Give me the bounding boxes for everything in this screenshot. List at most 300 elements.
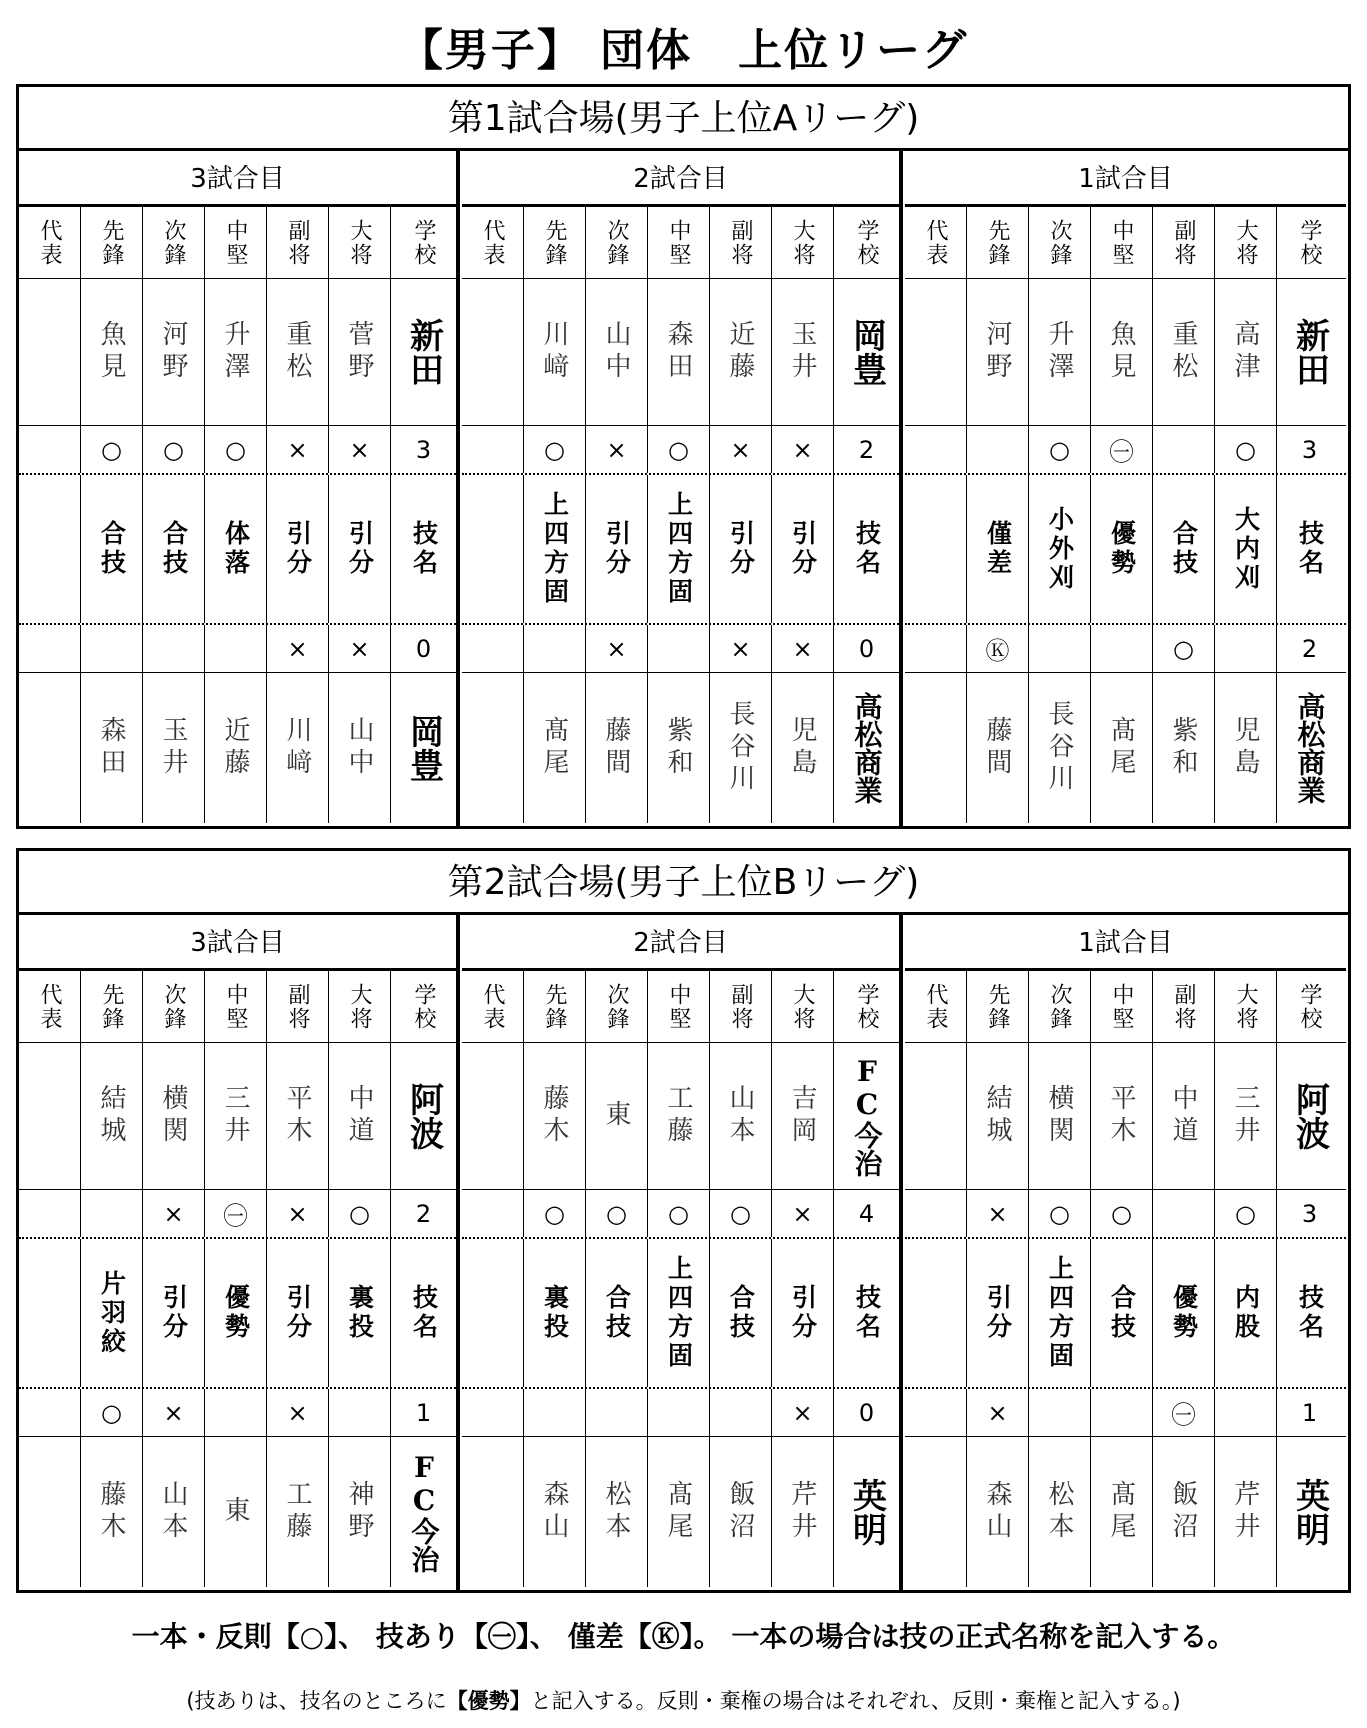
- technique-label: 技名: [409, 1284, 439, 1342]
- positions-header-row: [19, 971, 456, 1043]
- player-name-cell: [81, 279, 143, 425]
- position-header-cell: [1215, 207, 1277, 278]
- player-name: 吉岡: [787, 1084, 817, 1148]
- technique-cell: [267, 475, 329, 623]
- result-mark-cell: [1215, 426, 1277, 473]
- result-mark-cell: [710, 1190, 772, 1237]
- technique: 上四方固: [540, 491, 570, 607]
- player-name: 藤間: [982, 716, 1012, 780]
- player-name: 魚見: [1106, 320, 1136, 384]
- result-mark-cell: [710, 1389, 772, 1436]
- position-label: 代表: [480, 982, 505, 1031]
- player-name-cell: [1091, 1043, 1153, 1189]
- result-mark-cell: [586, 426, 648, 473]
- position-header-cell: [1029, 207, 1091, 278]
- school-name-cell: [1277, 279, 1342, 425]
- player-name-cell: [1153, 1437, 1215, 1587]
- player-name-cell: [143, 1043, 205, 1189]
- note-part-1: (技ありは、技名のところに: [186, 1689, 447, 1713]
- result-mark: ○: [1173, 634, 1194, 663]
- school-name: 高松商業: [850, 692, 884, 804]
- team-score: 0: [858, 1398, 875, 1427]
- player-name: 近藤: [725, 320, 755, 384]
- school-name-cell: [391, 673, 456, 823]
- result-mark: ×: [987, 1398, 1008, 1427]
- position-header-cell: [710, 207, 772, 278]
- technique-label-cell: [1277, 475, 1342, 623]
- position-header-cell: [967, 207, 1029, 278]
- technique-label: 技名: [852, 1284, 882, 1342]
- technique-cell: [772, 475, 834, 623]
- player-name: 重松: [1168, 320, 1198, 384]
- technique-label-cell: [1277, 1239, 1342, 1387]
- position-label: 副将: [728, 218, 753, 267]
- player-name-cell: [329, 279, 391, 425]
- team-score: 2: [415, 1199, 432, 1228]
- result-mark-cell: [19, 1389, 81, 1436]
- technique: 裏投: [345, 1284, 375, 1342]
- technique: 体落: [221, 520, 251, 578]
- position-label: 中堅: [1109, 982, 1134, 1031]
- position-header-cell: [19, 971, 81, 1042]
- team-score-cell: [1277, 1389, 1342, 1436]
- result-mark-cell: [205, 625, 267, 672]
- result-mark-cell: [81, 426, 143, 473]
- position-label: 次鋒: [604, 982, 629, 1031]
- position-label: 代表: [923, 218, 948, 267]
- technique-label-cell: [834, 475, 899, 623]
- player-name: 玉井: [787, 320, 817, 384]
- technique-cell: [1153, 475, 1215, 623]
- player-name: 児島: [1230, 716, 1260, 780]
- match-block: [905, 151, 1346, 826]
- result-mark: ×: [730, 435, 751, 464]
- player-name: 髙尾: [1106, 1480, 1136, 1544]
- team-score: 2: [858, 435, 875, 464]
- result-mark-cell: [1153, 625, 1215, 672]
- player-name-cell: [772, 673, 834, 823]
- player-name: 東: [220, 1496, 250, 1528]
- technique: 引分: [602, 520, 632, 578]
- technique: 僅差: [983, 520, 1013, 578]
- technique-cell: [967, 475, 1029, 623]
- position-header-cell: [143, 207, 205, 278]
- result-mark: ×: [287, 1199, 308, 1228]
- position-header-cell: [1277, 971, 1342, 1042]
- result-mark-cell: [1153, 426, 1215, 473]
- technique-cell: [648, 475, 710, 623]
- player-name-cell: [967, 673, 1029, 823]
- position-header-cell: [1153, 207, 1215, 278]
- top-players-row: [905, 279, 1346, 425]
- result-mark: ×: [163, 1199, 184, 1228]
- result-mark-cell: [462, 625, 524, 672]
- result-mark-cell: [329, 426, 391, 473]
- result-mark: ×: [287, 435, 308, 464]
- player-name-cell: [710, 279, 772, 425]
- player-name-cell: [905, 673, 967, 823]
- technique-cell: [967, 1239, 1029, 1387]
- player-name: 藤木: [96, 1480, 126, 1544]
- player-name: 菅野: [344, 320, 374, 384]
- player-name: 魚見: [96, 320, 126, 384]
- player-name-cell: [905, 279, 967, 425]
- technique-cell: [329, 475, 391, 623]
- technique-cell: [586, 475, 648, 623]
- venue-title: 第1試合場(男子上位Aリーグ): [19, 87, 1348, 151]
- position-header-cell: [710, 971, 772, 1042]
- team-score-cell: [1277, 426, 1342, 473]
- player-name: 松本: [1044, 1480, 1074, 1544]
- player-name: 川﨑: [282, 716, 312, 780]
- match-label: 3試合目: [19, 915, 456, 971]
- team-score: 3: [1301, 435, 1318, 464]
- technique-cell: [462, 475, 524, 623]
- position-label: 副将: [285, 218, 310, 267]
- player-name-cell: [462, 673, 524, 823]
- position-label: 先鋒: [985, 218, 1010, 267]
- result-mark: ○: [1235, 1199, 1256, 1228]
- player-name: 三井: [220, 1084, 250, 1148]
- result-mark-cell: [586, 1389, 648, 1436]
- school-name-cell: [1277, 1437, 1342, 1587]
- techniques-row: [19, 1239, 456, 1387]
- technique: 合技: [97, 520, 127, 578]
- player-name: 山本: [158, 1480, 188, 1544]
- result-mark-cell: [905, 625, 967, 672]
- result-mark-cell: [1091, 625, 1153, 672]
- bottom-players-row: [905, 673, 1346, 823]
- result-mark: ×: [606, 634, 627, 663]
- technique: 裏投: [540, 1284, 570, 1342]
- player-name: 川﨑: [539, 320, 569, 384]
- player-name-cell: [586, 279, 648, 425]
- technique-cell: [772, 1239, 834, 1387]
- team-score-cell: [1277, 1190, 1342, 1237]
- player-name: 河野: [158, 320, 188, 384]
- school-name-cell: [834, 1437, 899, 1587]
- technique: 上四方固: [664, 1255, 694, 1371]
- position-label: 次鋒: [604, 218, 629, 267]
- technique-label-cell: [834, 1239, 899, 1387]
- position-header-cell: [648, 971, 710, 1042]
- school-name-cell: [1277, 673, 1342, 823]
- position-header-cell: [143, 971, 205, 1042]
- player-name: 飯沼: [1168, 1480, 1198, 1544]
- team-score: 1: [1301, 1398, 1318, 1427]
- player-name-cell: [648, 673, 710, 823]
- technique-cell: [648, 1239, 710, 1387]
- result-mark-cell: [648, 426, 710, 473]
- technique-cell: [1215, 1239, 1277, 1387]
- result-mark: ×: [792, 1398, 813, 1427]
- technique: 引分: [788, 520, 818, 578]
- result-mark-cell: [524, 1389, 586, 1436]
- player-name: 芹井: [787, 1480, 817, 1544]
- player-name: 山中: [601, 320, 631, 384]
- technique-cell: [462, 1239, 524, 1387]
- result-mark-cell: [1029, 625, 1091, 672]
- result-mark: ×: [287, 1398, 308, 1427]
- school-name-cell: [834, 673, 899, 823]
- player-name-cell: [710, 1043, 772, 1189]
- team-score-cell: [834, 426, 899, 473]
- player-name-cell: [586, 1043, 648, 1189]
- technique-cell: [205, 1239, 267, 1387]
- result-mark-cell: [267, 625, 329, 672]
- note-part-3: と記入する。反則・棄権の場合はそれぞれ、反則・棄権と記入する。): [530, 1689, 1181, 1713]
- legend: 一本・反則【○】、 技あり【㊀】、 僅差【Ⓚ】。 一本の場合は技の正式名称を記入する。: [131, 1620, 1236, 1653]
- result-mark-cell: [143, 1389, 205, 1436]
- result-mark-cell: [524, 426, 586, 473]
- position-header-cell: [1153, 971, 1215, 1042]
- position-label: 学校: [1297, 982, 1322, 1031]
- technique: 大内刈: [1231, 505, 1261, 593]
- position-label: 学校: [411, 982, 436, 1031]
- position-label: 大将: [1233, 982, 1258, 1031]
- page-title: 【男子】 団体 上位リーグ: [398, 25, 969, 76]
- techniques-row: [19, 475, 456, 623]
- team-score: 0: [415, 634, 432, 663]
- team-score-cell: [834, 625, 899, 672]
- technique: 合技: [1169, 520, 1199, 578]
- player-name-cell: [205, 279, 267, 425]
- player-name-cell: [329, 673, 391, 823]
- player-name-cell: [772, 279, 834, 425]
- result-mark-cell: [205, 1190, 267, 1237]
- position-header-cell: [19, 207, 81, 278]
- technique-cell: [1153, 1239, 1215, 1387]
- note: [0, 1685, 1367, 1715]
- school-name-cell: [391, 1437, 456, 1587]
- technique-cell: [524, 475, 586, 623]
- position-header-cell: [905, 207, 967, 278]
- school-name-cell: [834, 279, 899, 425]
- position-header-cell: [586, 971, 648, 1042]
- position-label: 先鋒: [542, 982, 567, 1031]
- technique-cell: [905, 475, 967, 623]
- result-mark: ○: [1049, 1199, 1070, 1228]
- player-name: 長谷川: [725, 700, 755, 796]
- result-mark-cell: [524, 625, 586, 672]
- position-header-cell: [772, 971, 834, 1042]
- player-name-cell: [524, 1437, 586, 1587]
- player-name-cell: [524, 279, 586, 425]
- position-label: 中堅: [223, 982, 248, 1031]
- matches-row: [19, 915, 1348, 1590]
- player-name-cell: [462, 279, 524, 425]
- result-mark-cell: [967, 426, 1029, 473]
- technique: 上四方固: [664, 491, 694, 607]
- player-name-cell: [710, 673, 772, 823]
- player-name-cell: [710, 1437, 772, 1587]
- player-name-cell: [967, 279, 1029, 425]
- player-name-cell: [19, 673, 81, 823]
- technique-label: 技名: [852, 520, 882, 578]
- bottom-results-row: [462, 1387, 899, 1437]
- player-name-cell: [19, 279, 81, 425]
- result-mark: ○: [349, 1199, 370, 1228]
- technique: 合技: [726, 1284, 756, 1342]
- position-label: 大将: [347, 982, 372, 1031]
- position-label: 代表: [37, 982, 62, 1031]
- player-name: 横関: [158, 1084, 188, 1148]
- player-name: 森山: [539, 1480, 569, 1544]
- technique: 引分: [983, 1284, 1013, 1342]
- position-label: 次鋒: [161, 982, 186, 1031]
- position-header-cell: [586, 207, 648, 278]
- match-block: [19, 915, 460, 1590]
- player-name-cell: [1029, 673, 1091, 823]
- result-mark-cell: [143, 625, 205, 672]
- top-players-row: [462, 1043, 899, 1189]
- team-score: 2: [1301, 634, 1318, 663]
- result-mark-cell: [586, 625, 648, 672]
- result-mark: ○: [606, 1199, 627, 1228]
- player-name-cell: [205, 1437, 267, 1587]
- position-header-cell: [772, 207, 834, 278]
- team-score: 3: [1301, 1199, 1318, 1228]
- result-mark: ㊀: [1109, 438, 1134, 466]
- position-label: 大将: [790, 218, 815, 267]
- player-name: 中道: [1168, 1084, 1198, 1148]
- result-mark-cell: [81, 625, 143, 672]
- technique: 内股: [1231, 1284, 1261, 1342]
- position-label: 中堅: [666, 218, 691, 267]
- team-score: 0: [858, 634, 875, 663]
- result-mark-cell: [648, 625, 710, 672]
- position-label: 学校: [854, 982, 879, 1031]
- player-name-cell: [905, 1043, 967, 1189]
- team-score-cell: [391, 1389, 456, 1436]
- match-label: 2試合目: [462, 915, 899, 971]
- player-name-cell: [967, 1043, 1029, 1189]
- result-mark-cell: [772, 1389, 834, 1436]
- player-name-cell: [1215, 673, 1277, 823]
- technique-cell: [19, 475, 81, 623]
- top-players-row: [19, 279, 456, 425]
- player-name-cell: [905, 1437, 967, 1587]
- position-label: 副将: [1171, 982, 1196, 1031]
- position-label: 代表: [37, 218, 62, 267]
- positions-header-row: [462, 971, 899, 1043]
- result-mark-cell: [329, 1389, 391, 1436]
- team-score: 3: [415, 435, 432, 464]
- match-label: 1試合目: [905, 151, 1346, 207]
- top-results-row: [19, 1189, 456, 1239]
- result-mark-cell: [329, 625, 391, 672]
- position-header-cell: [524, 971, 586, 1042]
- player-name: 横関: [1044, 1084, 1074, 1148]
- technique: 片羽絞: [97, 1269, 127, 1357]
- school-name: FC今治: [407, 1451, 441, 1573]
- position-header-cell: [524, 207, 586, 278]
- player-name-cell: [1091, 279, 1153, 425]
- position-label: 次鋒: [1047, 982, 1072, 1031]
- school-name-cell: [391, 279, 456, 425]
- top-results-row: [462, 425, 899, 475]
- player-name: 髙尾: [1106, 716, 1136, 780]
- position-header-cell: [462, 207, 524, 278]
- school-name: 岡豊: [403, 714, 444, 782]
- result-mark: ×: [349, 634, 370, 663]
- technique-cell: [267, 1239, 329, 1387]
- player-name: 森田: [663, 320, 693, 384]
- technique-cell: [19, 1239, 81, 1387]
- player-name: 飯沼: [725, 1480, 755, 1544]
- result-mark-cell: [967, 625, 1029, 672]
- position-header-cell: [1091, 971, 1153, 1042]
- match-label: 3試合目: [19, 151, 456, 207]
- match-block: [462, 915, 903, 1590]
- player-name-cell: [524, 673, 586, 823]
- player-name: 近藤: [220, 716, 250, 780]
- result-mark-cell: [267, 1190, 329, 1237]
- school-name: 新田: [403, 318, 444, 386]
- top-players-row: [462, 279, 899, 425]
- result-mark-cell: [1215, 625, 1277, 672]
- technique-cell: [329, 1239, 391, 1387]
- result-mark: ×: [163, 1398, 184, 1427]
- technique-cell: [143, 475, 205, 623]
- position-label: 副将: [728, 982, 753, 1031]
- positions-header-row: [462, 207, 899, 279]
- result-mark-cell: [1215, 1190, 1277, 1237]
- school-name: 英明: [1289, 1478, 1330, 1546]
- position-header-cell: [462, 971, 524, 1042]
- team-score: 1: [415, 1398, 432, 1427]
- techniques-row: [462, 475, 899, 623]
- result-mark-cell: [967, 1190, 1029, 1237]
- result-mark-cell: [1029, 426, 1091, 473]
- technique-cell: [205, 475, 267, 623]
- result-mark: ○: [668, 435, 689, 464]
- position-label: 中堅: [666, 982, 691, 1031]
- position-label: 大将: [790, 982, 815, 1031]
- technique-cell: [1091, 475, 1153, 623]
- result-mark: ㊀: [1171, 1401, 1196, 1429]
- position-label: 次鋒: [161, 218, 186, 267]
- player-name-cell: [772, 1437, 834, 1587]
- player-name-cell: [524, 1043, 586, 1189]
- result-mark: ×: [287, 634, 308, 663]
- player-name-cell: [19, 1437, 81, 1587]
- player-name-cell: [772, 1043, 834, 1189]
- technique-cell: [710, 475, 772, 623]
- player-name: 髙尾: [663, 1480, 693, 1544]
- result-mark-cell: [19, 426, 81, 473]
- technique: 引分: [283, 520, 313, 578]
- result-mark-cell: [772, 625, 834, 672]
- school-name: 岡豊: [846, 318, 887, 386]
- technique-cell: [905, 1239, 967, 1387]
- technique-cell: [1029, 1239, 1091, 1387]
- player-name: 松本: [601, 1480, 631, 1544]
- position-label: 先鋒: [99, 218, 124, 267]
- position-label: 先鋒: [985, 982, 1010, 1031]
- player-name-cell: [81, 673, 143, 823]
- player-name: 森山: [982, 1480, 1012, 1544]
- player-name: 升澤: [1044, 320, 1074, 384]
- result-mark-cell: [462, 426, 524, 473]
- techniques-row: [905, 1239, 1346, 1387]
- note-part-2: 【優勢】: [446, 1689, 531, 1713]
- techniques-row: [905, 475, 1346, 623]
- player-name-cell: [648, 1437, 710, 1587]
- technique-label: 技名: [1295, 520, 1325, 578]
- player-name: 藤間: [601, 716, 631, 780]
- result-mark: ×: [792, 634, 813, 663]
